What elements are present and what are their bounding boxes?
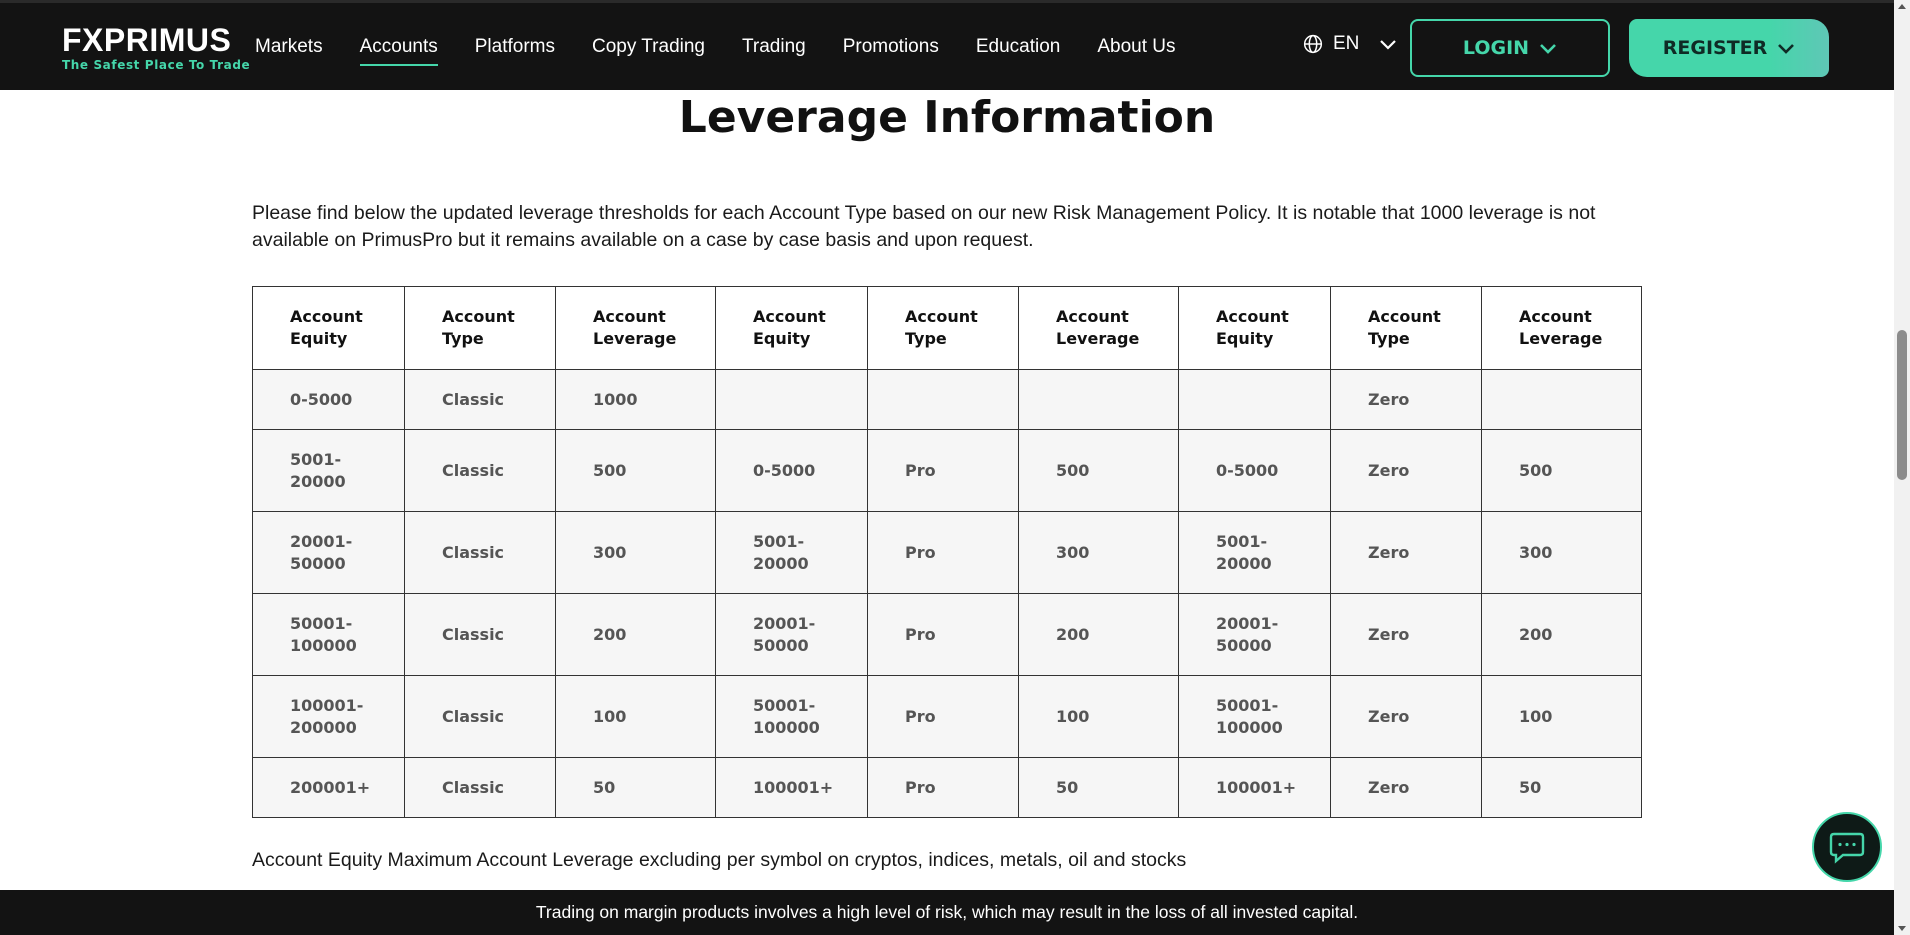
- table-cell: 200001+: [253, 758, 405, 818]
- nav-item-accounts[interactable]: Accounts: [359, 35, 438, 57]
- table-cell: 100: [556, 676, 716, 758]
- language-selector[interactable]: [1303, 33, 1407, 55]
- table-cell: Zero: [1331, 430, 1482, 512]
- table-cell: Pro: [868, 758, 1019, 818]
- column-header: Account Leverage: [1482, 287, 1642, 370]
- table-cell: 200: [556, 594, 716, 676]
- register-button[interactable]: [1629, 19, 1829, 77]
- table-footnote: Account Equity Maximum Account Leverage excluding per symbol on cryptos, indices, metals, oil and stocks: [252, 849, 1187, 871]
- register-label: REGISTER: [1662, 37, 1768, 59]
- table-cell: Classic: [405, 676, 556, 758]
- table-cell: 50001-100000: [1179, 676, 1331, 758]
- table-cell: 0-5000: [253, 370, 405, 430]
- risk-warning-bar: [0, 890, 1894, 935]
- nav-item-platforms[interactable]: Platforms: [474, 35, 555, 57]
- nav-item-trading[interactable]: Trading: [742, 35, 806, 57]
- table-cell: 20001-50000: [716, 594, 868, 676]
- nav-item-promotions[interactable]: Promotions: [842, 35, 939, 57]
- table-cell: 20001-50000: [1179, 594, 1331, 676]
- table-cell: [1019, 370, 1179, 430]
- table-cell: 50001-100000: [253, 594, 405, 676]
- table-cell: [1482, 370, 1642, 430]
- table-cell: 500: [1482, 430, 1642, 512]
- column-header: Account Type: [405, 287, 556, 370]
- table-cell: [868, 370, 1019, 430]
- table-row: [253, 512, 1642, 594]
- column-header: Account Type: [868, 287, 1019, 370]
- table-cell: 500: [1019, 430, 1179, 512]
- table-cell: 20001-50000: [253, 512, 405, 594]
- page-scrollbar[interactable]: [1894, 0, 1910, 935]
- table-cell: 300: [556, 512, 716, 594]
- page-title: Leverage Information: [678, 92, 1216, 143]
- column-header: Account Type: [1331, 287, 1482, 370]
- table-cell: 0-5000: [1179, 430, 1331, 512]
- nav-item-about-us[interactable]: About Us: [1097, 35, 1176, 57]
- brand-logo[interactable]: [62, 22, 251, 75]
- table-cell: 50: [1482, 758, 1642, 818]
- table-cell: Classic: [405, 430, 556, 512]
- table-cell: 5001-20000: [1179, 512, 1331, 594]
- table-cell: 500: [556, 430, 716, 512]
- language-label: EN: [1333, 33, 1360, 54]
- scroll-thumb[interactable]: [1897, 330, 1907, 480]
- nav-item-copy-trading[interactable]: Copy Trading: [591, 35, 705, 57]
- table-cell: 200: [1019, 594, 1179, 676]
- logo-text: FXPRIMUS: [62, 22, 232, 58]
- table-cell: 200: [1482, 594, 1642, 676]
- chevron-down-icon: [1539, 42, 1557, 54]
- table-cell: 100001+: [716, 758, 868, 818]
- table-cell: [1179, 370, 1331, 430]
- table-row: [253, 758, 1642, 818]
- table-cell: 0-5000: [716, 430, 868, 512]
- column-header: Account Equity: [716, 287, 868, 370]
- table-cell: Pro: [868, 512, 1019, 594]
- table-cell: 5001-20000: [253, 430, 405, 512]
- table-cell: Zero: [1331, 758, 1482, 818]
- risk-warning-text: Trading on margin products involves a high level of risk, which may result in the loss of all invested capital.: [535, 902, 1359, 922]
- scroll-down-arrow-icon[interactable]: [1898, 926, 1906, 931]
- table-row: [253, 594, 1642, 676]
- table-cell: 50: [556, 758, 716, 818]
- table-cell: [716, 370, 868, 430]
- chat-bubble-icon: [1828, 830, 1866, 864]
- chevron-down-icon: [1777, 42, 1795, 54]
- table-cell: 100: [1019, 676, 1179, 758]
- leverage-table-container: [252, 286, 1642, 818]
- table-cell: 100: [1482, 676, 1642, 758]
- column-header: Account Equity: [253, 287, 405, 370]
- table-cell: 100001-200000: [253, 676, 405, 758]
- table-cell: 1000: [556, 370, 716, 430]
- table-cell: Classic: [405, 512, 556, 594]
- table-cell: 300: [1482, 512, 1642, 594]
- nav-item-markets[interactable]: Markets: [255, 35, 323, 57]
- column-header: Account Equity: [1179, 287, 1331, 370]
- logo-tagline: The Safest Place To Trade: [62, 58, 251, 72]
- table-cell: 100001+: [1179, 758, 1331, 818]
- leverage-table: [252, 286, 1642, 818]
- table-row: [253, 430, 1642, 512]
- table-cell: Classic: [405, 758, 556, 818]
- table-cell: Pro: [868, 430, 1019, 512]
- intro-paragraph: Please find below the updated leverage thresholds for each Account Type based on our new Risk Management Policy. It is notable that 1000 leverage is not available on PrimusPro but it remains available on a case by case basis and upon request.: [252, 202, 1596, 251]
- table-cell: Zero: [1331, 676, 1482, 758]
- globe-icon: [1303, 34, 1323, 54]
- table-cell: Zero: [1331, 594, 1482, 676]
- table-cell: 300: [1019, 512, 1179, 594]
- chat-button[interactable]: [1812, 812, 1882, 882]
- top-navbar: [0, 0, 1894, 90]
- table-cell: 50: [1019, 758, 1179, 818]
- nav-item-education[interactable]: Education: [975, 35, 1061, 57]
- table-cell: Zero: [1331, 512, 1482, 594]
- column-header: Account Leverage: [556, 287, 716, 370]
- table-row: [253, 370, 1642, 430]
- chevron-down-icon: [1379, 38, 1397, 50]
- table-cell: 50001-100000: [716, 676, 868, 758]
- table-cell: Classic: [405, 370, 556, 430]
- table-cell: Classic: [405, 594, 556, 676]
- table-cell: 5001-20000: [716, 512, 868, 594]
- table-cell: Pro: [868, 594, 1019, 676]
- scroll-up-arrow-icon[interactable]: [1898, 4, 1906, 9]
- main-nav: [255, 3, 1213, 90]
- login-button[interactable]: [1410, 19, 1610, 77]
- table-row: [253, 676, 1642, 758]
- table-header-row: [253, 287, 1642, 370]
- table-cell: Zero: [1331, 370, 1482, 430]
- column-header: Account Leverage: [1019, 287, 1179, 370]
- table-cell: Pro: [868, 676, 1019, 758]
- login-label: LOGIN: [1462, 37, 1530, 59]
